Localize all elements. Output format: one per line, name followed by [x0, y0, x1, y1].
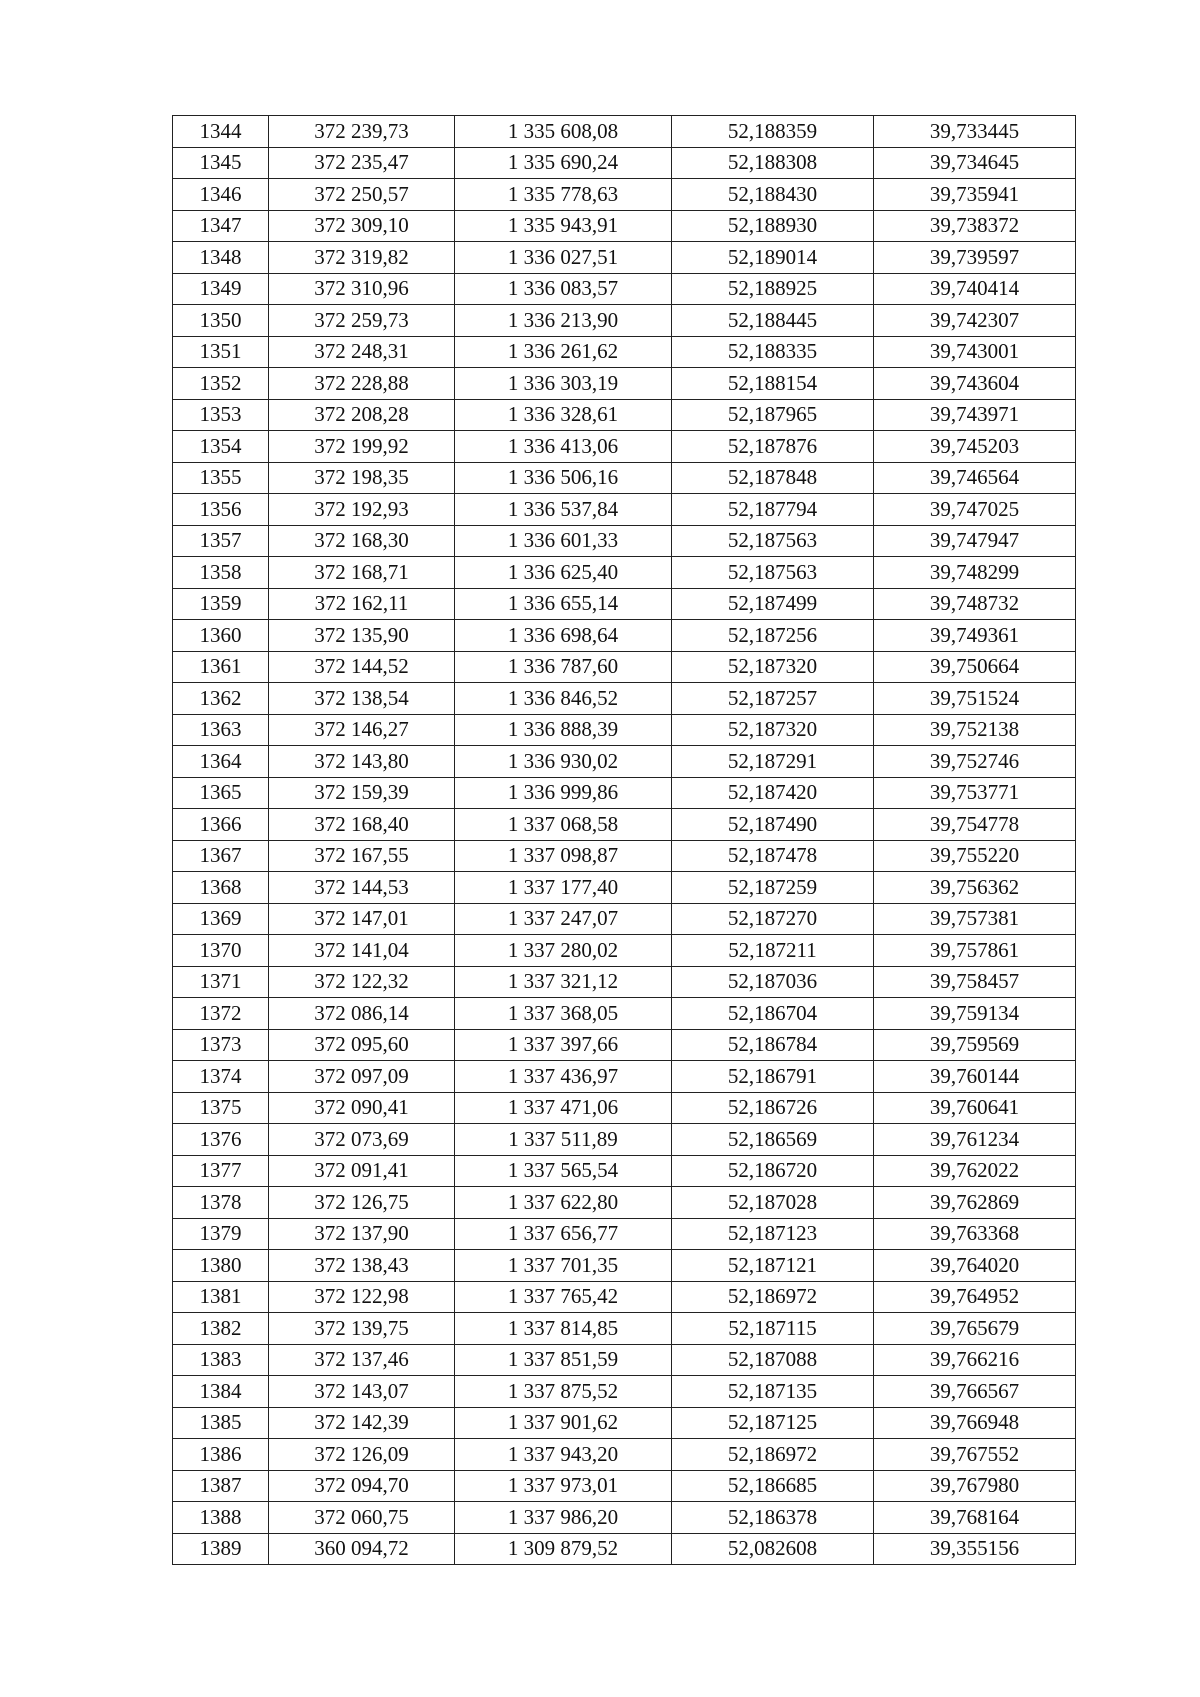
- x-coordinate-cell: 372 162,11: [269, 588, 455, 620]
- y-coordinate-cell: 1 337 397,66: [455, 1029, 672, 1061]
- x-coordinate-cell: 372 309,10: [269, 210, 455, 242]
- x-coordinate-cell: 372 060,75: [269, 1502, 455, 1534]
- longitude-cell: 39,747947: [874, 525, 1076, 557]
- longitude-cell: 39,749361: [874, 620, 1076, 652]
- longitude-cell: 39,752138: [874, 714, 1076, 746]
- y-coordinate-cell: 1 336 846,52: [455, 683, 672, 715]
- y-coordinate-cell: 1 336 213,90: [455, 305, 672, 337]
- y-coordinate-cell: 1 336 625,40: [455, 557, 672, 589]
- y-coordinate-cell: 1 337 368,05: [455, 998, 672, 1030]
- latitude-cell: 52,188445: [672, 305, 874, 337]
- longitude-cell: 39,760641: [874, 1092, 1076, 1124]
- table-row: [173, 1155, 1076, 1187]
- table-row: [173, 872, 1076, 904]
- longitude-cell: 39,755220: [874, 840, 1076, 872]
- x-coordinate-cell: 372 239,73: [269, 116, 455, 148]
- y-coordinate-cell: 1 337 851,59: [455, 1344, 672, 1376]
- longitude-cell: 39,757381: [874, 903, 1076, 935]
- latitude-cell: 52,187256: [672, 620, 874, 652]
- table-row: [173, 966, 1076, 998]
- x-coordinate-cell: 372 167,55: [269, 840, 455, 872]
- longitude-cell: 39,759569: [874, 1029, 1076, 1061]
- x-coordinate-cell: 372 122,98: [269, 1281, 455, 1313]
- y-coordinate-cell: 1 337 973,01: [455, 1470, 672, 1502]
- table-row: [173, 620, 1076, 652]
- table-row: [173, 1502, 1076, 1534]
- x-coordinate-cell: 372 208,28: [269, 399, 455, 431]
- x-coordinate-cell: 372 199,92: [269, 431, 455, 463]
- point-number-cell: 1379: [173, 1218, 269, 1250]
- y-coordinate-cell: 1 337 280,02: [455, 935, 672, 967]
- longitude-cell: 39,743971: [874, 399, 1076, 431]
- table-row: [173, 903, 1076, 935]
- latitude-cell: 52,188308: [672, 147, 874, 179]
- longitude-cell: 39,751524: [874, 683, 1076, 715]
- latitude-cell: 52,188930: [672, 210, 874, 242]
- longitude-cell: 39,761234: [874, 1124, 1076, 1156]
- point-number-cell: 1383: [173, 1344, 269, 1376]
- x-coordinate-cell: 372 090,41: [269, 1092, 455, 1124]
- longitude-cell: 39,746564: [874, 462, 1076, 494]
- point-number-cell: 1349: [173, 273, 269, 305]
- y-coordinate-cell: 1 336 787,60: [455, 651, 672, 683]
- longitude-cell: 39,767552: [874, 1439, 1076, 1471]
- point-number-cell: 1356: [173, 494, 269, 526]
- table-row: [173, 1344, 1076, 1376]
- latitude-cell: 52,187088: [672, 1344, 874, 1376]
- latitude-cell: 52,187490: [672, 809, 874, 841]
- table-row: [173, 935, 1076, 967]
- x-coordinate-cell: 372 126,75: [269, 1187, 455, 1219]
- x-coordinate-cell: 372 248,31: [269, 336, 455, 368]
- y-coordinate-cell: 1 336 537,84: [455, 494, 672, 526]
- x-coordinate-cell: 372 094,70: [269, 1470, 455, 1502]
- longitude-cell: 39,754778: [874, 809, 1076, 841]
- latitude-cell: 52,188154: [672, 368, 874, 400]
- latitude-cell: 52,187291: [672, 746, 874, 778]
- table-row: [173, 494, 1076, 526]
- y-coordinate-cell: 1 336 027,51: [455, 242, 672, 274]
- x-coordinate-cell: 372 192,93: [269, 494, 455, 526]
- x-coordinate-cell: 372 146,27: [269, 714, 455, 746]
- latitude-cell: 52,187115: [672, 1313, 874, 1345]
- point-number-cell: 1361: [173, 651, 269, 683]
- latitude-cell: 52,186791: [672, 1061, 874, 1093]
- longitude-cell: 39,355156: [874, 1533, 1076, 1565]
- y-coordinate-cell: 1 337 247,07: [455, 903, 672, 935]
- point-number-cell: 1381: [173, 1281, 269, 1313]
- table-row: [173, 998, 1076, 1030]
- latitude-cell: 52,187257: [672, 683, 874, 715]
- longitude-cell: 39,743001: [874, 336, 1076, 368]
- point-number-cell: 1347: [173, 210, 269, 242]
- point-number-cell: 1359: [173, 588, 269, 620]
- x-coordinate-cell: 372 250,57: [269, 179, 455, 211]
- table-row: [173, 588, 1076, 620]
- longitude-cell: 39,766216: [874, 1344, 1076, 1376]
- latitude-cell: 52,187420: [672, 777, 874, 809]
- y-coordinate-cell: 1 336 303,19: [455, 368, 672, 400]
- point-number-cell: 1382: [173, 1313, 269, 1345]
- x-coordinate-cell: 372 126,09: [269, 1439, 455, 1471]
- latitude-cell: 52,188359: [672, 116, 874, 148]
- point-number-cell: 1364: [173, 746, 269, 778]
- latitude-cell: 52,187563: [672, 525, 874, 557]
- point-number-cell: 1388: [173, 1502, 269, 1534]
- point-number-cell: 1360: [173, 620, 269, 652]
- latitude-cell: 52,187036: [672, 966, 874, 998]
- longitude-cell: 39,738372: [874, 210, 1076, 242]
- x-coordinate-cell: 372 091,41: [269, 1155, 455, 1187]
- point-number-cell: 1358: [173, 557, 269, 589]
- x-coordinate-cell: 372 097,09: [269, 1061, 455, 1093]
- longitude-cell: 39,758457: [874, 966, 1076, 998]
- table-row: [173, 210, 1076, 242]
- y-coordinate-cell: 1 336 999,86: [455, 777, 672, 809]
- y-coordinate-cell: 1 336 328,61: [455, 399, 672, 431]
- longitude-cell: 39,748732: [874, 588, 1076, 620]
- point-number-cell: 1345: [173, 147, 269, 179]
- point-number-cell: 1387: [173, 1470, 269, 1502]
- table-row: [173, 368, 1076, 400]
- table-row: [173, 1313, 1076, 1345]
- table-row: [173, 1439, 1076, 1471]
- y-coordinate-cell: 1 336 655,14: [455, 588, 672, 620]
- point-number-cell: 1352: [173, 368, 269, 400]
- longitude-cell: 39,739597: [874, 242, 1076, 274]
- longitude-cell: 39,767980: [874, 1470, 1076, 1502]
- y-coordinate-cell: 1 337 656,77: [455, 1218, 672, 1250]
- latitude-cell: 52,188335: [672, 336, 874, 368]
- point-number-cell: 1389: [173, 1533, 269, 1565]
- point-number-cell: 1370: [173, 935, 269, 967]
- x-coordinate-cell: 372 143,07: [269, 1376, 455, 1408]
- y-coordinate-cell: 1 336 506,16: [455, 462, 672, 494]
- point-number-cell: 1363: [173, 714, 269, 746]
- x-coordinate-cell: 372 142,39: [269, 1407, 455, 1439]
- y-coordinate-cell: 1 337 471,06: [455, 1092, 672, 1124]
- point-number-cell: 1386: [173, 1439, 269, 1471]
- latitude-cell: 52,186784: [672, 1029, 874, 1061]
- y-coordinate-cell: 1 337 321,12: [455, 966, 672, 998]
- latitude-cell: 52,186569: [672, 1124, 874, 1156]
- y-coordinate-cell: 1 309 879,52: [455, 1533, 672, 1565]
- point-number-cell: 1362: [173, 683, 269, 715]
- latitude-cell: 52,187499: [672, 588, 874, 620]
- y-coordinate-cell: 1 337 943,20: [455, 1439, 672, 1471]
- point-number-cell: 1375: [173, 1092, 269, 1124]
- longitude-cell: 39,768164: [874, 1502, 1076, 1534]
- longitude-cell: 39,735941: [874, 179, 1076, 211]
- x-coordinate-cell: 372 259,73: [269, 305, 455, 337]
- point-number-cell: 1344: [173, 116, 269, 148]
- point-number-cell: 1355: [173, 462, 269, 494]
- table-row: [173, 242, 1076, 274]
- table-row: [173, 746, 1076, 778]
- x-coordinate-cell: 372 228,88: [269, 368, 455, 400]
- longitude-cell: 39,743604: [874, 368, 1076, 400]
- latitude-cell: 52,186972: [672, 1439, 874, 1471]
- table-row: [173, 809, 1076, 841]
- x-coordinate-cell: 372 159,39: [269, 777, 455, 809]
- longitude-cell: 39,763368: [874, 1218, 1076, 1250]
- table-row: [173, 273, 1076, 305]
- y-coordinate-cell: 1 337 765,42: [455, 1281, 672, 1313]
- table-row: [173, 1376, 1076, 1408]
- table-row: [173, 147, 1076, 179]
- x-coordinate-cell: 372 137,90: [269, 1218, 455, 1250]
- latitude-cell: 52,186704: [672, 998, 874, 1030]
- table-row: [173, 431, 1076, 463]
- table-row: [173, 777, 1076, 809]
- y-coordinate-cell: 1 337 098,87: [455, 840, 672, 872]
- y-coordinate-cell: 1 337 701,35: [455, 1250, 672, 1282]
- x-coordinate-cell: 360 094,72: [269, 1533, 455, 1565]
- table-row: [173, 683, 1076, 715]
- y-coordinate-cell: 1 337 622,80: [455, 1187, 672, 1219]
- x-coordinate-cell: 372 139,75: [269, 1313, 455, 1345]
- table-row: [173, 1029, 1076, 1061]
- point-number-cell: 1385: [173, 1407, 269, 1439]
- point-number-cell: 1367: [173, 840, 269, 872]
- longitude-cell: 39,745203: [874, 431, 1076, 463]
- point-number-cell: 1369: [173, 903, 269, 935]
- table-row: [173, 525, 1076, 557]
- point-number-cell: 1348: [173, 242, 269, 274]
- longitude-cell: 39,760144: [874, 1061, 1076, 1093]
- latitude-cell: 52,187794: [672, 494, 874, 526]
- x-coordinate-cell: 372 086,14: [269, 998, 455, 1030]
- y-coordinate-cell: 1 336 698,64: [455, 620, 672, 652]
- x-coordinate-cell: 372 122,32: [269, 966, 455, 998]
- latitude-cell: 52,186685: [672, 1470, 874, 1502]
- y-coordinate-cell: 1 337 986,20: [455, 1502, 672, 1534]
- point-number-cell: 1366: [173, 809, 269, 841]
- latitude-cell: 52,189014: [672, 242, 874, 274]
- table-row: [173, 651, 1076, 683]
- x-coordinate-cell: 372 198,35: [269, 462, 455, 494]
- latitude-cell: 52,187270: [672, 903, 874, 935]
- point-number-cell: 1371: [173, 966, 269, 998]
- point-number-cell: 1350: [173, 305, 269, 337]
- latitude-cell: 52,187121: [672, 1250, 874, 1282]
- table-row: [173, 1470, 1076, 1502]
- latitude-cell: 52,187563: [672, 557, 874, 589]
- latitude-cell: 52,187259: [672, 872, 874, 904]
- y-coordinate-cell: 1 337 814,85: [455, 1313, 672, 1345]
- point-number-cell: 1368: [173, 872, 269, 904]
- longitude-cell: 39,759134: [874, 998, 1076, 1030]
- longitude-cell: 39,765679: [874, 1313, 1076, 1345]
- x-coordinate-cell: 372 143,80: [269, 746, 455, 778]
- latitude-cell: 52,187965: [672, 399, 874, 431]
- table-row: [173, 714, 1076, 746]
- x-coordinate-cell: 372 168,40: [269, 809, 455, 841]
- longitude-cell: 39,734645: [874, 147, 1076, 179]
- x-coordinate-cell: 372 235,47: [269, 147, 455, 179]
- x-coordinate-cell: 372 135,90: [269, 620, 455, 652]
- latitude-cell: 52,187123: [672, 1218, 874, 1250]
- x-coordinate-cell: 372 147,01: [269, 903, 455, 935]
- latitude-cell: 52,186972: [672, 1281, 874, 1313]
- latitude-cell: 52,187211: [672, 935, 874, 967]
- y-coordinate-cell: 1 336 083,57: [455, 273, 672, 305]
- table-row: [173, 1407, 1076, 1439]
- table-row: [173, 179, 1076, 211]
- longitude-cell: 39,756362: [874, 872, 1076, 904]
- latitude-cell: 52,187848: [672, 462, 874, 494]
- table-row: [173, 840, 1076, 872]
- y-coordinate-cell: 1 337 875,52: [455, 1376, 672, 1408]
- y-coordinate-cell: 1 337 901,62: [455, 1407, 672, 1439]
- longitude-cell: 39,747025: [874, 494, 1076, 526]
- table-row: [173, 1092, 1076, 1124]
- latitude-cell: 52,187320: [672, 651, 874, 683]
- x-coordinate-cell: 372 310,96: [269, 273, 455, 305]
- y-coordinate-cell: 1 336 888,39: [455, 714, 672, 746]
- latitude-cell: 52,186726: [672, 1092, 874, 1124]
- table-row: [173, 1124, 1076, 1156]
- coordinates-table: [172, 115, 1076, 1565]
- table-row: [173, 1218, 1076, 1250]
- table-row: [173, 1187, 1076, 1219]
- table-row: [173, 1061, 1076, 1093]
- table-row: [173, 336, 1076, 368]
- y-coordinate-cell: 1 337 068,58: [455, 809, 672, 841]
- latitude-cell: 52,082608: [672, 1533, 874, 1565]
- table-row: [173, 1250, 1076, 1282]
- latitude-cell: 52,186720: [672, 1155, 874, 1187]
- table-row: [173, 1533, 1076, 1565]
- point-number-cell: 1354: [173, 431, 269, 463]
- longitude-cell: 39,757861: [874, 935, 1076, 967]
- point-number-cell: 1353: [173, 399, 269, 431]
- y-coordinate-cell: 1 335 778,63: [455, 179, 672, 211]
- x-coordinate-cell: 372 073,69: [269, 1124, 455, 1156]
- y-coordinate-cell: 1 336 930,02: [455, 746, 672, 778]
- longitude-cell: 39,742307: [874, 305, 1076, 337]
- point-number-cell: 1346: [173, 179, 269, 211]
- latitude-cell: 52,187125: [672, 1407, 874, 1439]
- point-number-cell: 1365: [173, 777, 269, 809]
- latitude-cell: 52,188430: [672, 179, 874, 211]
- longitude-cell: 39,733445: [874, 116, 1076, 148]
- point-number-cell: 1374: [173, 1061, 269, 1093]
- point-number-cell: 1351: [173, 336, 269, 368]
- y-coordinate-cell: 1 336 261,62: [455, 336, 672, 368]
- longitude-cell: 39,764020: [874, 1250, 1076, 1282]
- longitude-cell: 39,762022: [874, 1155, 1076, 1187]
- y-coordinate-cell: 1 337 511,89: [455, 1124, 672, 1156]
- point-number-cell: 1384: [173, 1376, 269, 1408]
- x-coordinate-cell: 372 168,71: [269, 557, 455, 589]
- x-coordinate-cell: 372 095,60: [269, 1029, 455, 1061]
- longitude-cell: 39,766567: [874, 1376, 1076, 1408]
- table-row: [173, 116, 1076, 148]
- point-number-cell: 1378: [173, 1187, 269, 1219]
- x-coordinate-cell: 372 138,43: [269, 1250, 455, 1282]
- y-coordinate-cell: 1 336 601,33: [455, 525, 672, 557]
- x-coordinate-cell: 372 144,53: [269, 872, 455, 904]
- longitude-cell: 39,764952: [874, 1281, 1076, 1313]
- latitude-cell: 52,187478: [672, 840, 874, 872]
- point-number-cell: 1376: [173, 1124, 269, 1156]
- y-coordinate-cell: 1 336 413,06: [455, 431, 672, 463]
- table-row: [173, 462, 1076, 494]
- longitude-cell: 39,750664: [874, 651, 1076, 683]
- latitude-cell: 52,187028: [672, 1187, 874, 1219]
- x-coordinate-cell: 372 144,52: [269, 651, 455, 683]
- point-number-cell: 1380: [173, 1250, 269, 1282]
- point-number-cell: 1372: [173, 998, 269, 1030]
- longitude-cell: 39,766948: [874, 1407, 1076, 1439]
- table-row: [173, 399, 1076, 431]
- point-number-cell: 1357: [173, 525, 269, 557]
- latitude-cell: 52,188925: [672, 273, 874, 305]
- table-row: [173, 305, 1076, 337]
- longitude-cell: 39,753771: [874, 777, 1076, 809]
- x-coordinate-cell: 372 141,04: [269, 935, 455, 967]
- longitude-cell: 39,740414: [874, 273, 1076, 305]
- table-row: [173, 1281, 1076, 1313]
- y-coordinate-cell: 1 335 608,08: [455, 116, 672, 148]
- latitude-cell: 52,186378: [672, 1502, 874, 1534]
- x-coordinate-cell: 372 138,54: [269, 683, 455, 715]
- table-row: [173, 557, 1076, 589]
- latitude-cell: 52,187320: [672, 714, 874, 746]
- point-number-cell: 1373: [173, 1029, 269, 1061]
- y-coordinate-cell: 1 337 436,97: [455, 1061, 672, 1093]
- point-number-cell: 1377: [173, 1155, 269, 1187]
- latitude-cell: 52,187876: [672, 431, 874, 463]
- y-coordinate-cell: 1 337 177,40: [455, 872, 672, 904]
- coordinates-table-body: [173, 116, 1076, 1565]
- longitude-cell: 39,762869: [874, 1187, 1076, 1219]
- x-coordinate-cell: 372 319,82: [269, 242, 455, 274]
- y-coordinate-cell: 1 337 565,54: [455, 1155, 672, 1187]
- x-coordinate-cell: 372 137,46: [269, 1344, 455, 1376]
- longitude-cell: 39,752746: [874, 746, 1076, 778]
- latitude-cell: 52,187135: [672, 1376, 874, 1408]
- longitude-cell: 39,748299: [874, 557, 1076, 589]
- y-coordinate-cell: 1 335 690,24: [455, 147, 672, 179]
- y-coordinate-cell: 1 335 943,91: [455, 210, 672, 242]
- x-coordinate-cell: 372 168,30: [269, 525, 455, 557]
